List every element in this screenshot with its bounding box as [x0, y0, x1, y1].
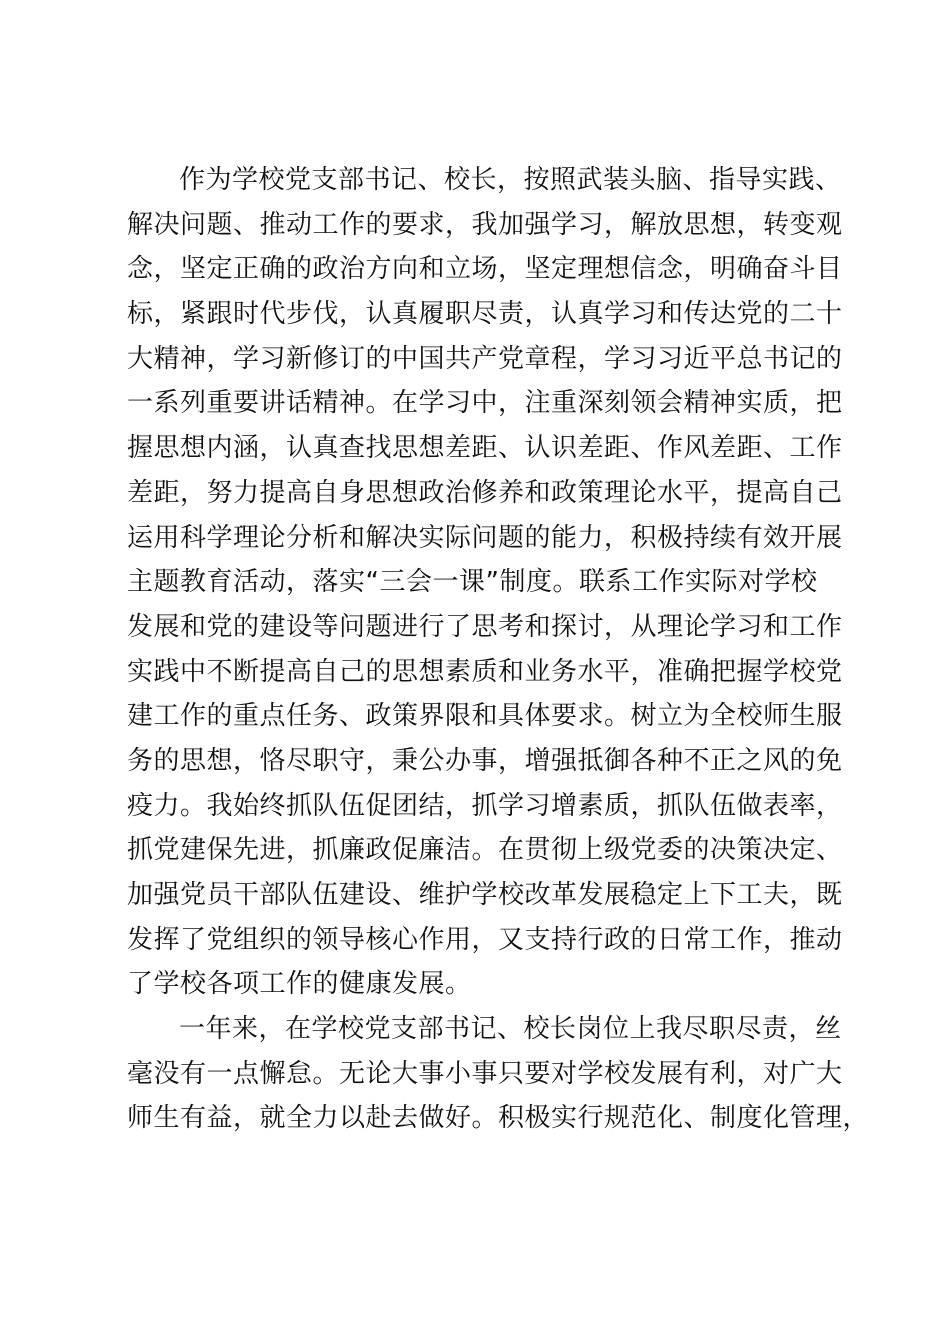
text-line: 主题教育活动，落实“三会一课”制度。联系工作实际对学校	[127, 567, 818, 598]
paragraph-1	[127, 158, 847, 1007]
text-line: 标，紧跟时代步伐，认真履职尽责，认真学习和传达党的二十	[127, 299, 843, 330]
text-line: 大精神，学习新修订的中国共产党章程，学习习近平总书记的	[127, 343, 843, 374]
text-line: 抓党建保先进，抓廉政促廉洁。在贯彻上级党委的决策决定、	[127, 835, 843, 866]
text-line: 念，坚定正确的政治方向和立场，坚定理想信念，明确奋斗目	[127, 254, 843, 285]
text-line: 一年来，在学校党支部书记、校长岗位上我尽职尽责，丝	[179, 1014, 842, 1045]
text-line: 作为学校党支部书记、校长，按照武装头脑、指导实践、	[179, 165, 842, 195]
text-line: 运用科学理论分析和解决实际问题的能力，积极持续有效开展	[127, 522, 843, 553]
text-line: 发挥了党组织的领导核心作用，又支持行政的日常工作，推动	[127, 924, 843, 955]
text-line: 了学校各项工作的健康发展。	[127, 969, 472, 1000]
text-line: 建工作的重点任务、政策界限和具体要求。树立为全校师生服	[127, 701, 843, 732]
paragraph-2	[127, 1007, 870, 1141]
text-line: 发展和党的建设等问题进行了思考和探讨，从理论学习和工作	[127, 611, 843, 642]
text-line: 握思想内涵，认真查找思想差距、认识差距、作风差距、工作	[127, 433, 843, 464]
text-line: 务的思想，恪尽职守，秉公办事，增强抵御各种不正之风的免	[127, 745, 843, 776]
text-line: 一系列重要讲话精神。在学习中，注重深刻领会精神实质，把	[127, 388, 843, 419]
text-line: 加强党员干部队伍建设、维护学校改革发展稳定上下工夫，既	[127, 880, 843, 910]
text-line: 差距，努力提高自身思想政治修养和政策理论水平，提高自己	[127, 477, 843, 508]
text-line: 师生有益，就全力以赴去做好。积极实行规范化、制度化管理，	[127, 1103, 870, 1134]
body-text	[127, 158, 870, 1141]
text-line: 毫没有一点懈怠。无论大事小事只要对学校发展有利，对广大	[127, 1058, 843, 1089]
text-line: 疫力。我始终抓队伍促团结，抓学习增素质，抓队伍做表率，	[127, 790, 843, 821]
text-line: 实践中不断提高自己的思想素质和业务水平，准确把握学校党	[127, 656, 843, 687]
text-line: 解决问题、推动工作的要求，我加强学习，解放思想，转变观	[127, 209, 843, 240]
